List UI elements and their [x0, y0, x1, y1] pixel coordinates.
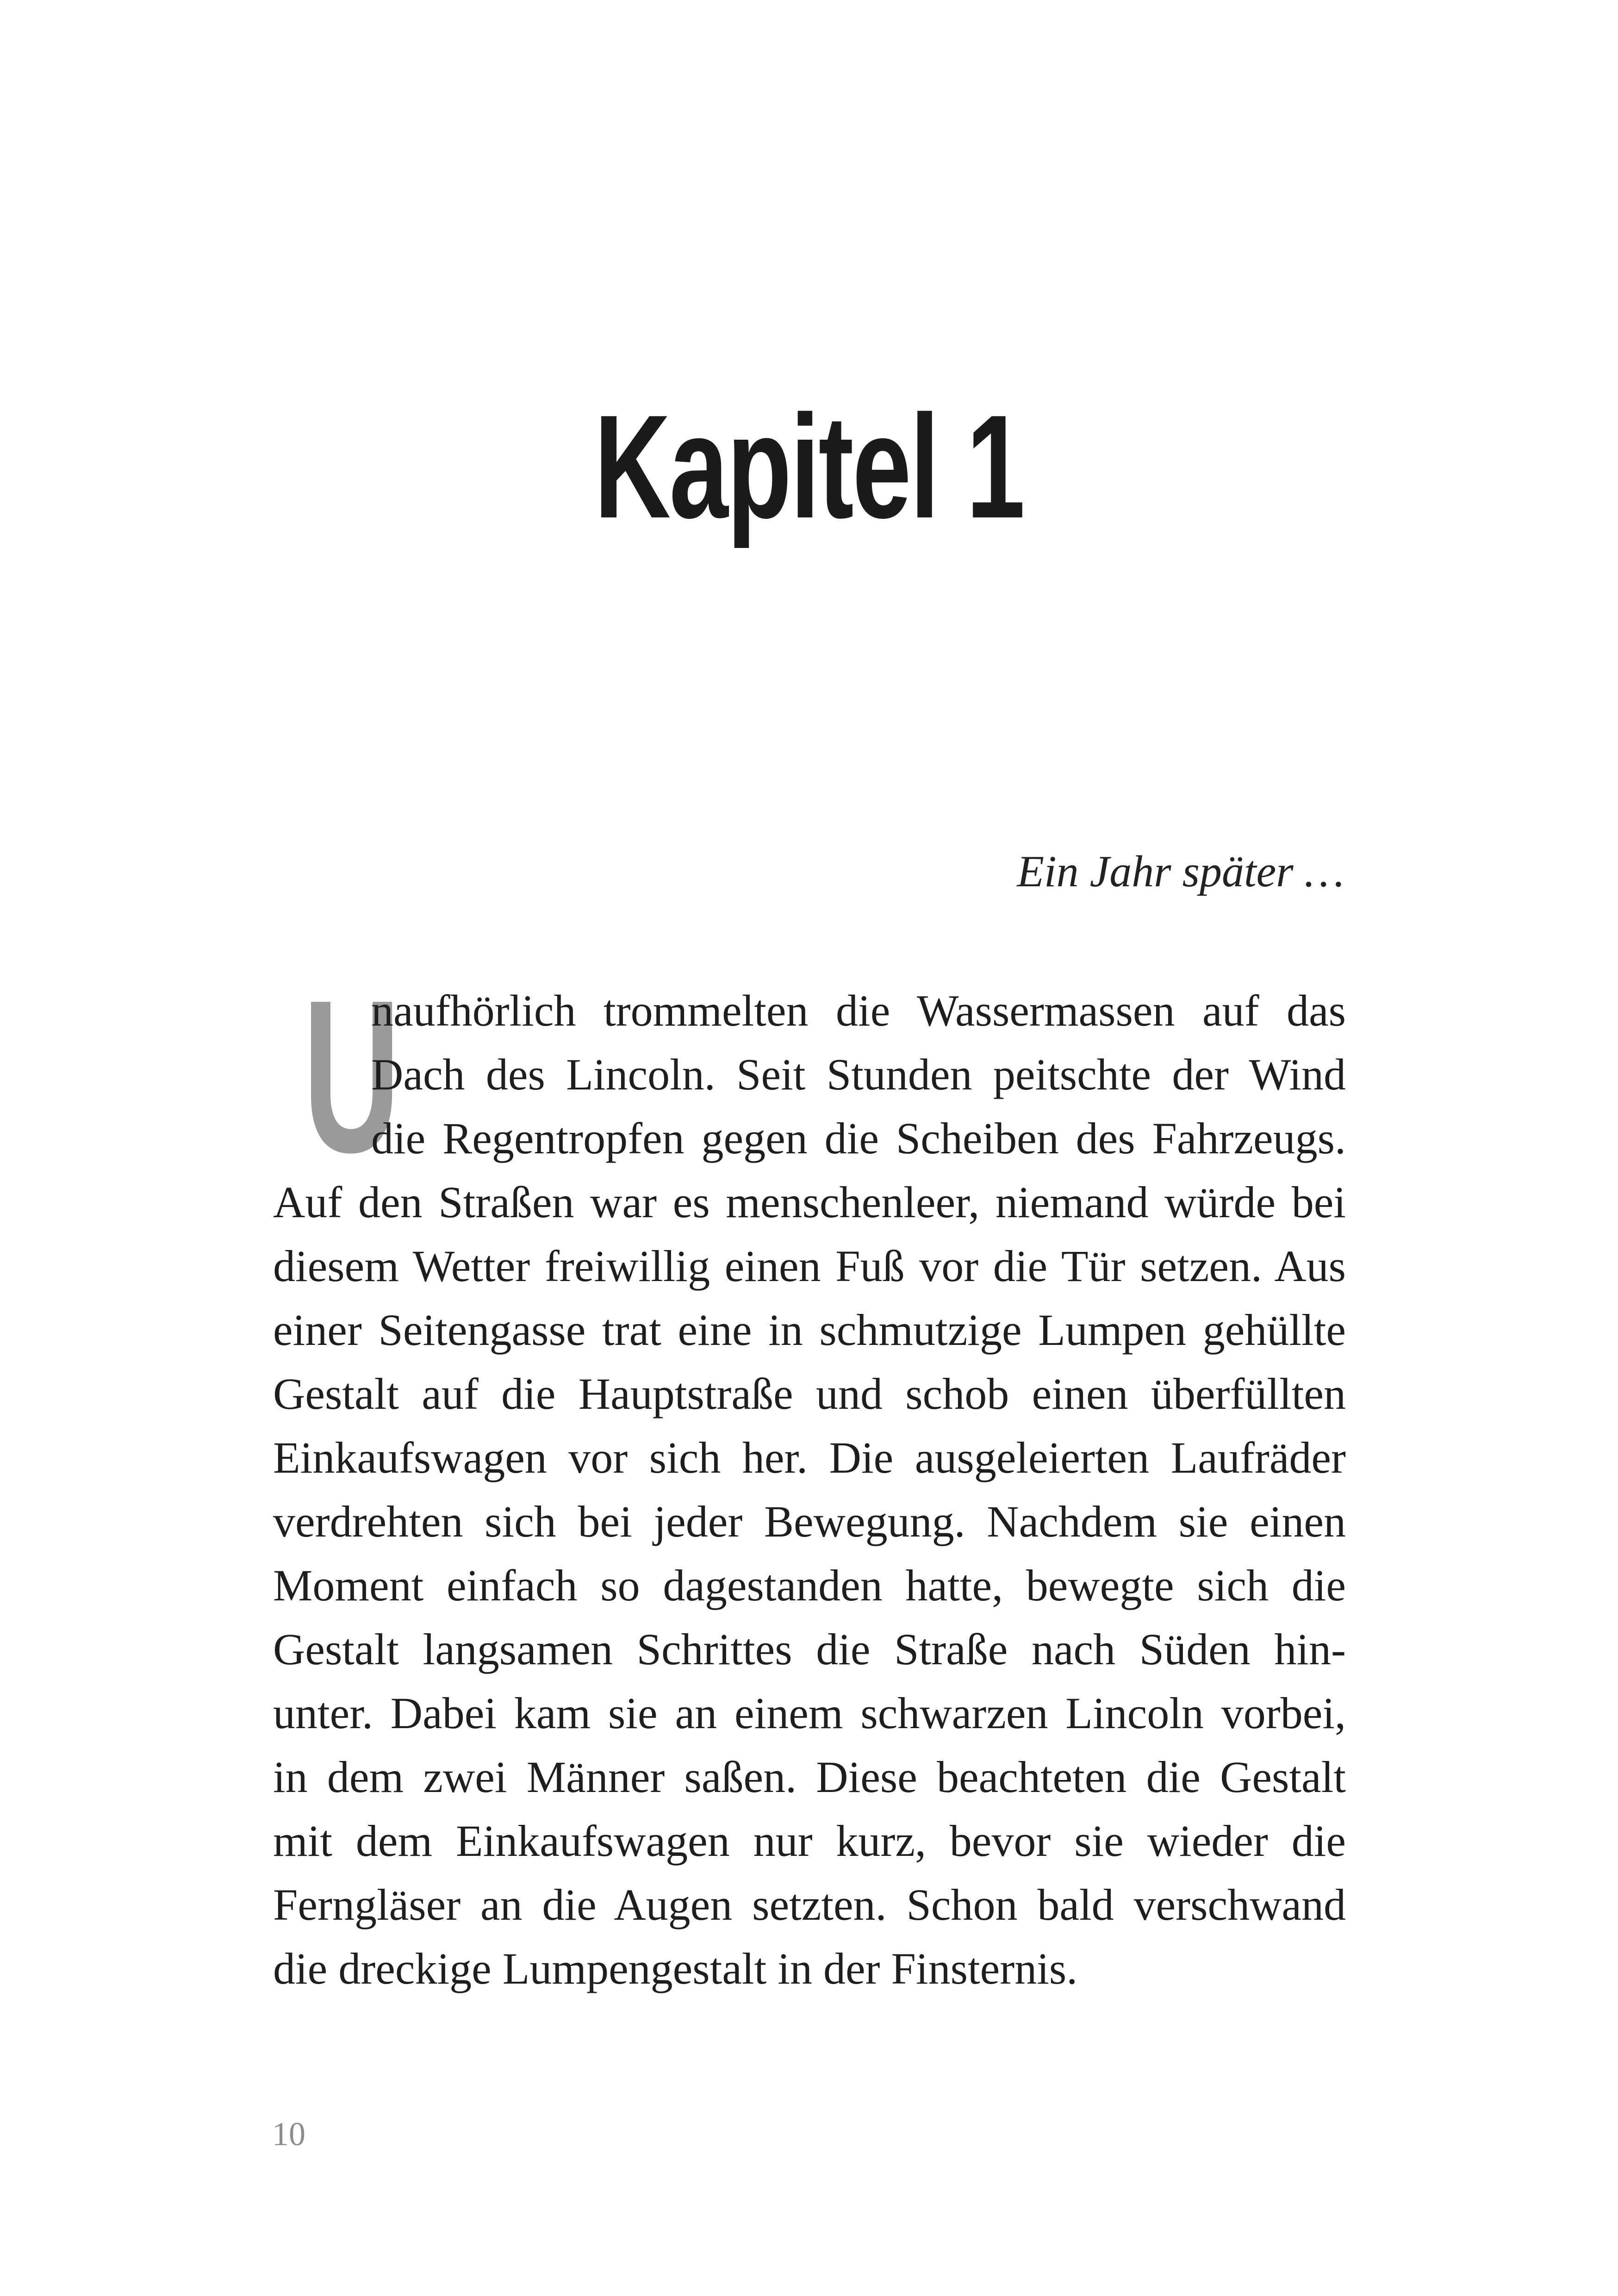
text-line: mit dem Einkaufswagen nur kurz, bevor sie wieder die: [273, 1816, 1346, 1866]
text-line: Gestalt auf die Hauptstraße und schob einen überfüllten: [273, 1369, 1346, 1419]
text-line: Einkaufswagen vor sich her. Die ausgeleierten Laufräder: [273, 1433, 1346, 1482]
text-line: Moment einfach so dagestanden hatte, bewegte sich die: [273, 1561, 1346, 1610]
chapter-title: Kapitel 1: [594, 385, 1024, 549]
text-line: unter. Dabei kam sie an einem schwarzen Lincoln vorbei,: [273, 1688, 1346, 1738]
text-line: diesem Wetter freiwillig einen Fuß vor die Tür setzen. Aus: [273, 1241, 1346, 1291]
text-line: Dach des Lincoln. Seit Stunden peitschte der Wind: [371, 1050, 1346, 1099]
text-line: in dem zwei Männer saßen. Diese beachteten die Gestalt: [273, 1752, 1346, 1802]
chapter-subtitle: Ein Jahr später …: [1017, 846, 1344, 896]
text-line: Gestalt langsamen Schrittes die Straße nach Süden hin-: [273, 1624, 1346, 1674]
text-line: einer Seitengasse trat eine in schmutzige Lumpen gehüllte: [273, 1305, 1346, 1355]
text-line: Ferngläser an die Augen setzten. Schon bald verschwand: [273, 1880, 1346, 1929]
text-line: die Regentropfen gegen die Scheiben des Fahrzeugs.: [371, 1114, 1346, 1163]
text-line: die dreckige Lumpengestalt in der Finsternis.: [273, 1944, 1078, 1993]
body-paragraph: [273, 955, 1346, 2001]
text-line: naufhörlich trommelten die Wassermassen auf das: [371, 986, 1346, 1035]
page-number: 10: [272, 2116, 305, 2153]
text-line: verdrehten sich bei jeder Bewegung. Nachdem sie einen: [273, 1497, 1346, 1546]
text-line: Auf den Straßen war es menschenleer, niemand würde bei: [273, 1177, 1346, 1227]
drop-cap-letter: U: [303, 955, 400, 1198]
